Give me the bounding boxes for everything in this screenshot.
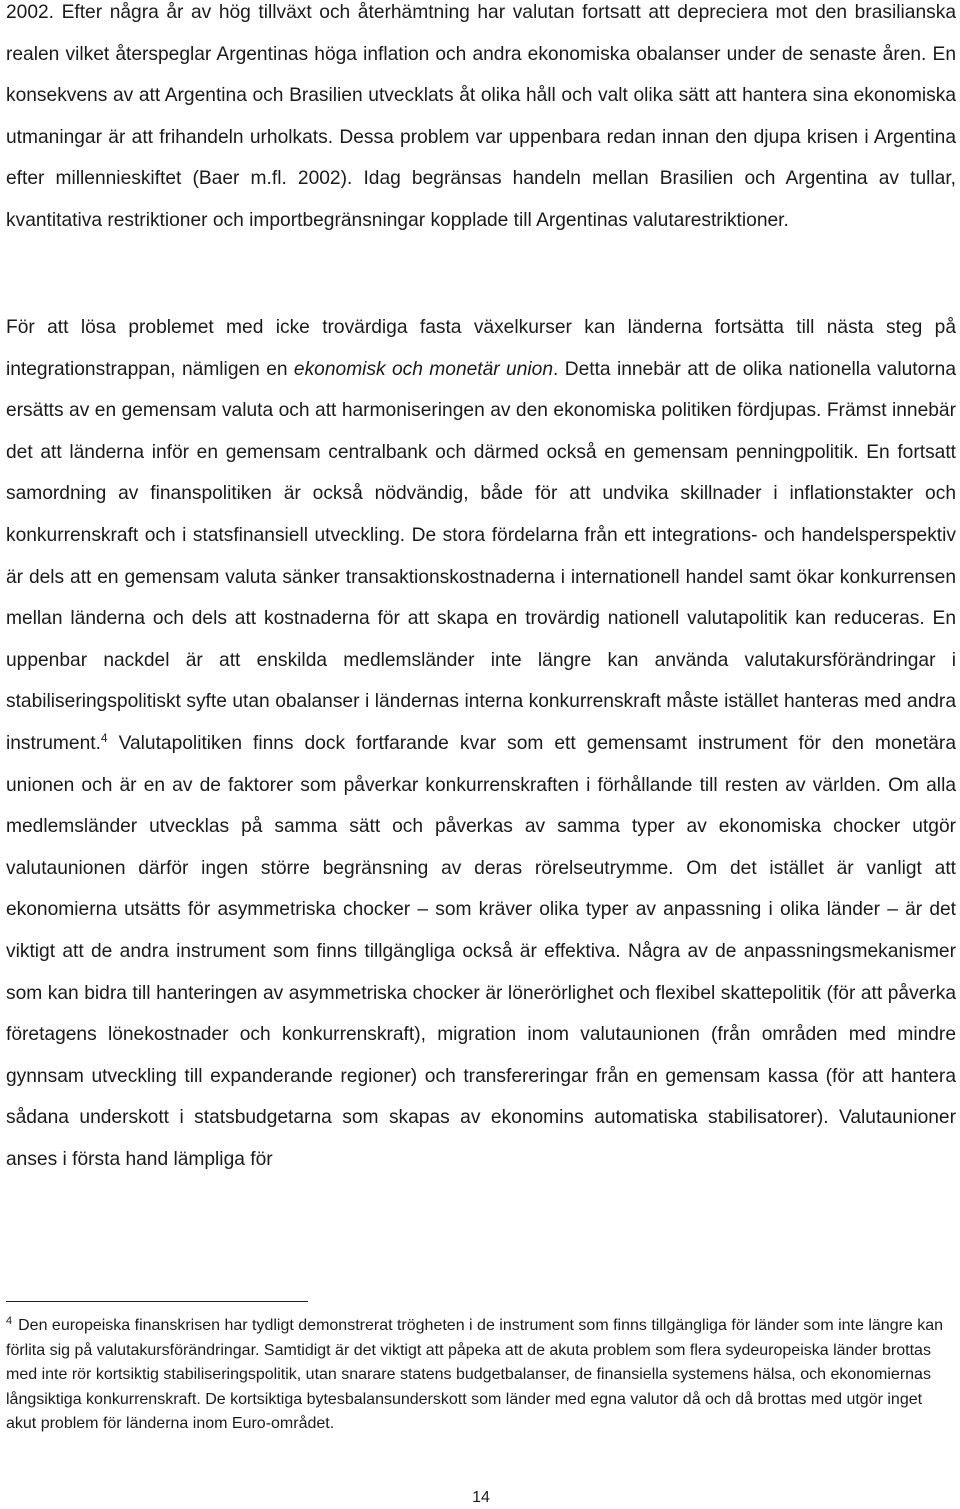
paragraph-2-emphasis: ekonomisk och monetär union bbox=[293, 358, 554, 380]
footnote-reference[interactable]: 4 bbox=[100, 730, 108, 745]
body-paragraph-1 bbox=[6, 0, 956, 242]
paragraph-2-text-middle: . Detta innebär att de olika nationella valutorna ersätts av en gemensam valuta och att harmoniseringen av den ekonomiska politiken fördjupas. Främst innebär det att länderna inför en gemensam centralbank och därmed också en gemensam penningpolitik. En fortsatt samordning av finanspolitiken är också nödvändig, både för att undvika skillnader i inflationstakter och konkurrenskraft och i statsfinansiell utveckling. De stora fördelarna från ett integrations- och handelsperspektiv är dels att en gemensam valuta sänker transaktionskostnaderna i internationell handel samt ökar konkurrensen mellan länderna och dels att kostnaderna för att skapa en trovärdig nationell valutapolitik kan reduceras. En uppenbar nackdel är att enskilda medlemsländer inte längre kan använda valutakursförändringar i stabiliseringspolitiskt syfte utan obalanser i ländernas interna konkurrenskraft måste istället hanteras med andra instrument. bbox=[6, 358, 957, 754]
footnote bbox=[6, 1314, 956, 1437]
paragraph-2-text-start: För att lösa problemet med icke trovärdiga fasta växelkurser kan länderna fortsätta till nästa steg på integrationstrappan, nämligen en bbox=[6, 317, 956, 380]
body-paragraph-2 bbox=[6, 307, 956, 1180]
paragraph-1-text: 2002. Efter några år av hög tillväxt och återhämtning har valutan fortsatt att depreciera mot den brasilianska realen vilket återspeglar Argentinas höga inflation och andra ekonomiska obalanser under de senaste åren. En konsekvens av att Argentina och Brasilien utvecklats åt olika håll och valt olika sätt att hantera sina ekonomiska utmaningar är att frihandeln urholkats. Dessa problem var uppenbara redan innan den djupa krisen i Argentina efter millennieskiftet (Baer m.fl. 2002). Idag begränsas handeln mellan Brasilien och Argentina av tullar, kvantitativa restriktioner och importbegränsningar kopplade till Argentinas valutarestriktioner. bbox=[6, 2, 956, 231]
document-page bbox=[6, 0, 956, 1509]
footnote-text: Den europeiska finanskrisen har tydligt demonstrerat trögheten i de instrument som finns tillgängliga för länder som inte längre kan förlita sig på valutakursförändringar. Samtidigt är det viktigt att påpeka att de akuta problem som flera sydeuropeiska länder brottas med inte rör kortsiktig stabiliseringspolitik, utan snarare statens budgetbalanser, de finansiella systemens hälsa, och ekonomiernas långsiktiga konkurrenskraft. De kortsiktiga bytesbalansunderskott som länder med egna valutor då och då brottas med utgör inget akut problem för länderna inom Euro-området. bbox=[6, 1317, 944, 1433]
page-number: 14 bbox=[472, 1489, 490, 1506]
footnote-number: 4 bbox=[6, 1315, 13, 1327]
paragraph-2-text-end: Valutapolitiken finns dock fortfarande kvar som ett gemensamt instrument för den monetära unionen och är en av de faktorer som påverkar konkurrenskraften i förhållande till resten av världen. Om alla medlemsländer utvecklas på samma sätt och påverkas av samma typer av ekonomiska chocker utgör valutaunionen därför ingen större begränsning av deras rörelseutrymme. Om det istället är vanligt att ekonomierna utsätts för asymmetriska chocker – som kräver olika typer av anpassning i olika länder – är det viktigt att de andra instrument som finns tillgängliga också är effektiva. Några av de anpassningsmekanismer som kan bidra till hanteringen av asymmetriska chocker är lönerörlighet och flexibel skattepolitik (för att påverka företagens lönekostnader och konkurrenskraft), migration inom valutaunionen (från områden med mindre gynnsam utveckling till expanderande regioner) och transfereringar från en gemensam kassa (för att hantera sådana underskott i statsbudgetarna som skapas av ekonomins automatiska stabilisatorer). Valutaunioner anses i första hand lämpliga för bbox=[6, 732, 956, 1170]
footnote-separator bbox=[6, 1301, 308, 1302]
